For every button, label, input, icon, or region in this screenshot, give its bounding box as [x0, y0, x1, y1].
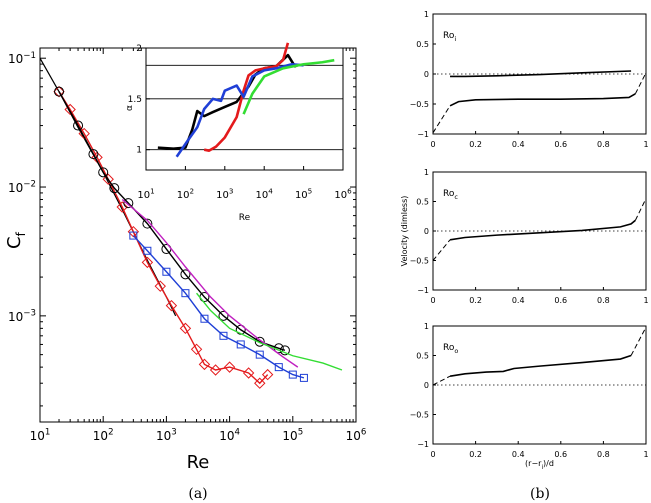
b-y-axis-label: Velocity (dimless) [400, 195, 409, 267]
b-x-tick-label: 0.8 [597, 296, 610, 305]
b-x-tick-label: 1 [643, 296, 649, 305]
b-y-tick-label: 0 [423, 381, 429, 390]
b-extrapolation-line [433, 106, 450, 133]
b-x-tick-label: 0 [430, 296, 436, 305]
b-y-tick-label: 0.5 [416, 197, 429, 207]
b-extrapolation-line [631, 327, 646, 355]
inset-x-tick-label: $10^1$ [137, 186, 155, 201]
b-y-tick-label: −0.5 [409, 100, 429, 109]
inset-x-axis-label: Re [238, 213, 251, 223]
b-extrapolation-line [635, 199, 646, 221]
b-x-tick-label: 0 [430, 450, 436, 459]
inset-x-tick-label: $10^5$ [294, 186, 313, 201]
b-x-tick-label: 0 [430, 140, 436, 149]
main-y-tick-label: $10^{-2}$ [8, 179, 36, 196]
main-x-tick-label: $10^1$ [29, 427, 51, 443]
panel-a-label: (a) [188, 486, 208, 502]
b-x-tick-label: 0.2 [469, 296, 482, 305]
b-y-tick-label: 0.5 [416, 351, 429, 361]
b-x-tick-label: 0.8 [597, 140, 610, 149]
b-y-tick-label: −0.5 [409, 256, 429, 266]
b-extrapolation-line [433, 376, 450, 385]
b-y-tick-label: 1 [423, 168, 429, 177]
panel-b-label: (b) [530, 486, 550, 502]
b-y-tick-label: 0 [423, 70, 429, 79]
b-y-tick-label: 1 [423, 10, 429, 19]
main-x-axis-label: Re [186, 452, 210, 473]
b-y-tick-label: 1 [423, 322, 429, 331]
b-x-tick-label: 0.4 [511, 450, 525, 459]
main-y-axis-label: $C_f$ [4, 232, 28, 249]
main-x-tick-label: $10^3$ [156, 427, 177, 443]
main-series-line [133, 236, 304, 378]
inset-x-tick-label: $10^2$ [176, 186, 195, 201]
b-x-tick-label: 0.2 [469, 450, 482, 459]
inset-y-axis-label: α [125, 105, 135, 111]
b-region-label: $Ro_c$ [443, 189, 458, 202]
inset-x-tick-label: $10^6$ [334, 186, 352, 201]
main-y-tick-label: $10^{-1}$ [8, 50, 36, 67]
b-velocity-line [450, 220, 635, 239]
b-region-label: $Ro_i$ [443, 31, 457, 44]
inset-x-tick-label: $10^4$ [255, 186, 273, 201]
b-extrapolation-line [635, 73, 646, 94]
b-x-tick-label: 1 [643, 450, 649, 459]
b-region-label: $Ro_o$ [443, 343, 459, 356]
b-x-tick-label: 0.8 [597, 450, 610, 459]
b-x-axis-label: $(r-r_i)/d$ [525, 459, 554, 471]
inset-y-tick-label: 1 [136, 145, 142, 156]
b-x-tick-label: 0.6 [554, 140, 568, 149]
b-y-tick-label: 0 [423, 227, 429, 236]
b-x-tick-label: 0.4 [511, 140, 525, 149]
inset-y-tick-label: 1.5 [127, 94, 142, 105]
b-x-tick-label: 0.2 [469, 140, 482, 149]
main-x-tick-label: $10^4$ [219, 427, 240, 443]
b-velocity-line [450, 356, 631, 377]
b-x-tick-label: 0.6 [554, 296, 568, 305]
b-y-tick-label: −1 [417, 130, 429, 139]
b-extrapolation-line [433, 240, 450, 261]
b-velocity-line [450, 94, 635, 106]
main-x-tick-label: $10^6$ [345, 427, 367, 443]
b-y-tick-label: −1 [417, 440, 429, 449]
main-y-tick-label: $10^{-3}$ [8, 308, 36, 324]
b-x-tick-label: 1 [643, 140, 649, 149]
main-x-tick-label: $10^5$ [282, 427, 304, 443]
inset-x-tick-label: $10^3$ [216, 186, 234, 201]
b-y-tick-label: 0.5 [416, 40, 429, 49]
inset-y-tick-label: 2 [136, 44, 142, 54]
b-y-tick-label: −0.5 [409, 410, 429, 420]
main-x-tick-label: $10^2$ [92, 427, 114, 443]
b-x-tick-label: 0.6 [554, 450, 568, 459]
b-y-tick-label: −1 [417, 286, 429, 295]
b-x-tick-label: 0.4 [511, 296, 525, 305]
